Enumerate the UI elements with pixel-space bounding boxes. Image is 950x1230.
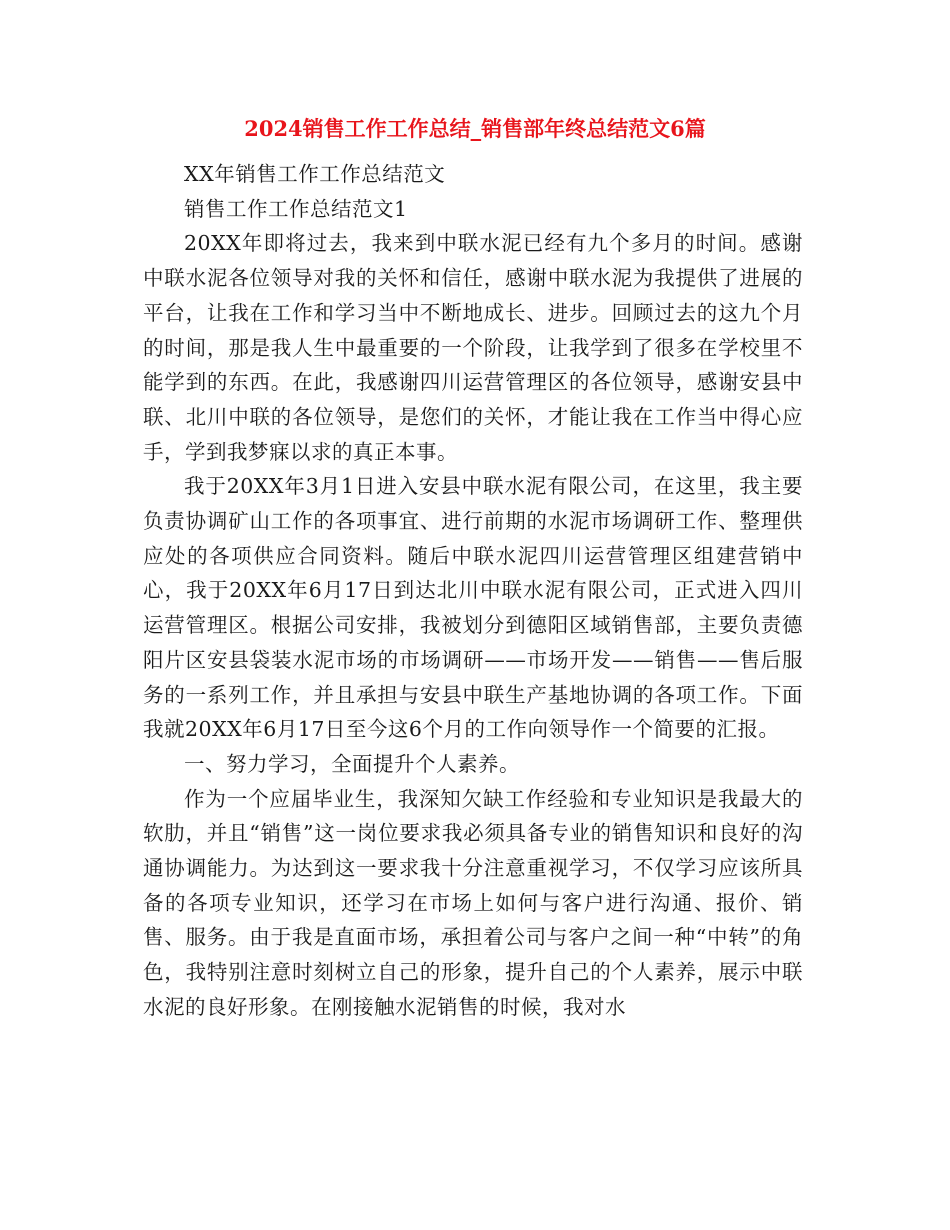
body-paragraph: 作为一个应届毕业生，我深知欠缺工作经验和专业知识是我最大的软肋，并且“销售”这一岗位要求我必须具备专业的销售知识和良好的沟通协调能力。为达到这一要求我十分注意重视学习，不仅学习应该所具备的各项专业知识，还学习在市场上如何与客户进行沟通、报价、销售、服务。由于我是直面市场，承担着公司与客户之间一种“中转”的角色，我特别注意时刻树立自己的形象，提升自己的个人素养，展示中联水泥的良好形象。在刚接触水泥销售的时候，我对水 <box>143 786 803 1019</box>
subsection-heading: 销售工作工作总结范文1 <box>184 196 408 221</box>
body-paragraph: 我于20XX年3月1日进入安县中联水泥有限公司，在这里，我主要负责协调矿山工作的各项事宜、进行前期的水泥市场调研工作、整理供应处的各项供应合同资料。随后中联水泥四川运营管理区组建营销中心，我于20XX年6月17日到达北川中联水泥有限公司，正式进入四川运营管理区。根据公司安排，我被划分到德阳区域销售部，主要负责德阳片区安县袋装水泥市场的市场调研——市场开发——销售——售后服务的一系列工作，并且承担与安县中联生产基地协调的各项工作。下面我就20XX年6月17日至今这6个月的工作向领导作一个简要的汇报。 <box>143 474 803 742</box>
document-title: 2024销售工作工作总结_销售部年终总结范文6篇 <box>244 116 706 141</box>
document-body <box>143 157 803 1025</box>
section-heading: XX年销售工作工作总结范文 <box>184 162 446 186</box>
body-paragraph: 20XX年即将过去，我来到中联水泥已经有九个多月的时间。感谢中联水泥各位领导对我的关怀和信任，感谢中联水泥为我提供了进展的平台，让我在工作和学习当中不断地成长、进步。回顾过去的这九个月的时间，那是我人生中最重要的一个阶段，让我学到了很多在学校里不能学到的东西。在此，我感谢四川运营管理区的各位领导，感谢安县中联、北川中联的各位领导，是您们的关怀，才能让我在工作当中得心应手，学到我梦寐以求的真正本事。 <box>143 231 803 464</box>
numbered-heading: 一、努力学习，全面提升个人素养。 <box>184 751 520 776</box>
